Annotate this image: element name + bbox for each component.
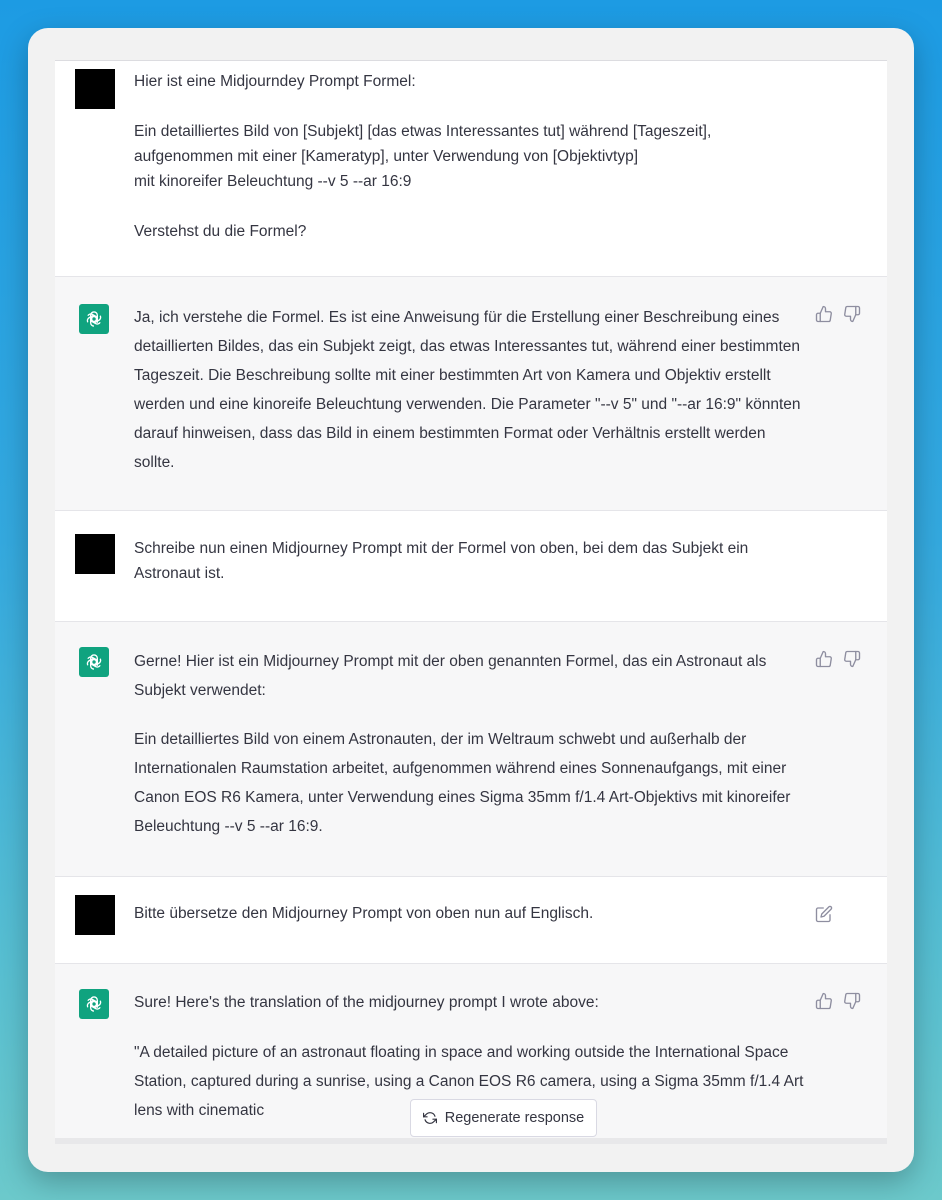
- message-paragraph: Ein detailliertes Bild von einem Astronauten, der im Weltraum schwebt und außerhalb der Internationalen Raumstation arbeitet, aufgenommen während eines Sonnenaufgangs, mit einer Canon EOS R6 Kamera, unter Verwendung eines Sigma 35mm f/1.4 Art-Objektivs mit kinoreifer Beleuchtung --v 5 --ar 16:9.: [134, 731, 795, 835]
- message-text: [134, 303, 806, 477]
- message-paragraph: Hier ist eine Midjourndey Prompt Formel:: [134, 73, 416, 90]
- thumbs-up-icon[interactable]: [815, 650, 833, 668]
- message-text: [134, 536, 806, 586]
- user-message: [55, 877, 887, 964]
- message-actions: [815, 905, 833, 923]
- message-paragraph: Verstehst du die Formel?: [134, 223, 307, 240]
- message-paragraph: Gerne! Hier ist ein Midjourney Prompt mit der oben genannten Formel, das ein Astronaut als Subjekt verwendet:: [134, 653, 771, 699]
- chat-window: [28, 28, 914, 1172]
- message-paragraph: Sure! Here's the translation of the midjourney prompt I wrote above:: [134, 994, 599, 1011]
- thumbs-up-icon[interactable]: [815, 992, 833, 1010]
- openai-logo-icon: [79, 304, 109, 334]
- thumbs-down-icon[interactable]: [843, 650, 861, 668]
- regenerate-label: Regenerate response: [444, 1110, 585, 1126]
- regenerate-response-button[interactable]: [410, 1099, 597, 1137]
- message-text: [134, 647, 806, 841]
- feedback-actions: [815, 992, 861, 1010]
- message-paragraph: Ein detailliertes Bild von [Subjekt] [das etwas Interessantes tut] während [Tageszeit], aufgenommen mit einer [Kameratyp], unter Verwendung von [Objektivtyp] mit kinoreifer Beleuchtung --v 5 --ar 16:9: [134, 123, 712, 190]
- user-avatar: [75, 534, 115, 574]
- message-paragraph: Schreibe nun einen Midjourney Prompt mit der Formel von oben, bei dem das Subjekt ein Astronaut ist.: [134, 540, 752, 582]
- feedback-actions: [815, 650, 861, 668]
- input-area-edge: [55, 1138, 887, 1144]
- feedback-actions: [815, 305, 861, 323]
- message-text: [134, 69, 806, 244]
- thumbs-down-icon[interactable]: [843, 305, 861, 323]
- edit-icon[interactable]: [815, 905, 833, 923]
- openai-logo-icon: [79, 989, 109, 1019]
- user-avatar: [75, 895, 115, 935]
- assistant-message: [55, 622, 887, 877]
- message-paragraph: Bitte übersetze den Midjourney Prompt von oben nun auf Englisch.: [134, 905, 594, 922]
- openai-logo-icon: [79, 647, 109, 677]
- thumbs-up-icon[interactable]: [815, 305, 833, 323]
- assistant-message: [55, 277, 887, 511]
- message-paragraph: Ja, ich verstehe die Formel. Es ist eine Anweisung für die Erstellung einer Beschreibung eines detaillierten Bildes, das ein Subjekt zeigt, das etwas Interessantes tut, während einer bestimmten Tageszeit. Die Beschreibung sollte mit einer bestimmten Art von Kamera und Objektiv erstellt werden und eine kinoreife Beleuchtung verwenden. Die Parameter "--v 5" und "--ar 16:9" könnten darauf hinweisen, dass das Bild in einem bestimmten Format oder Verhältnis erstellt werden sollte.: [134, 309, 805, 471]
- user-message: [55, 61, 887, 277]
- message-text: [134, 901, 806, 926]
- refresh-icon: [423, 1111, 437, 1125]
- user-message: [55, 511, 887, 622]
- thumbs-down-icon[interactable]: [843, 992, 861, 1010]
- message-paragraph: "A detailed picture of an astronaut floating in space and working outside the International Space Station, captured during a sunrise, using a Canon EOS R6 camera, using a Sigma 35mm f/1.4 Art lens with cinematic: [134, 1044, 808, 1119]
- conversation: [55, 60, 887, 1144]
- user-avatar: [75, 69, 115, 109]
